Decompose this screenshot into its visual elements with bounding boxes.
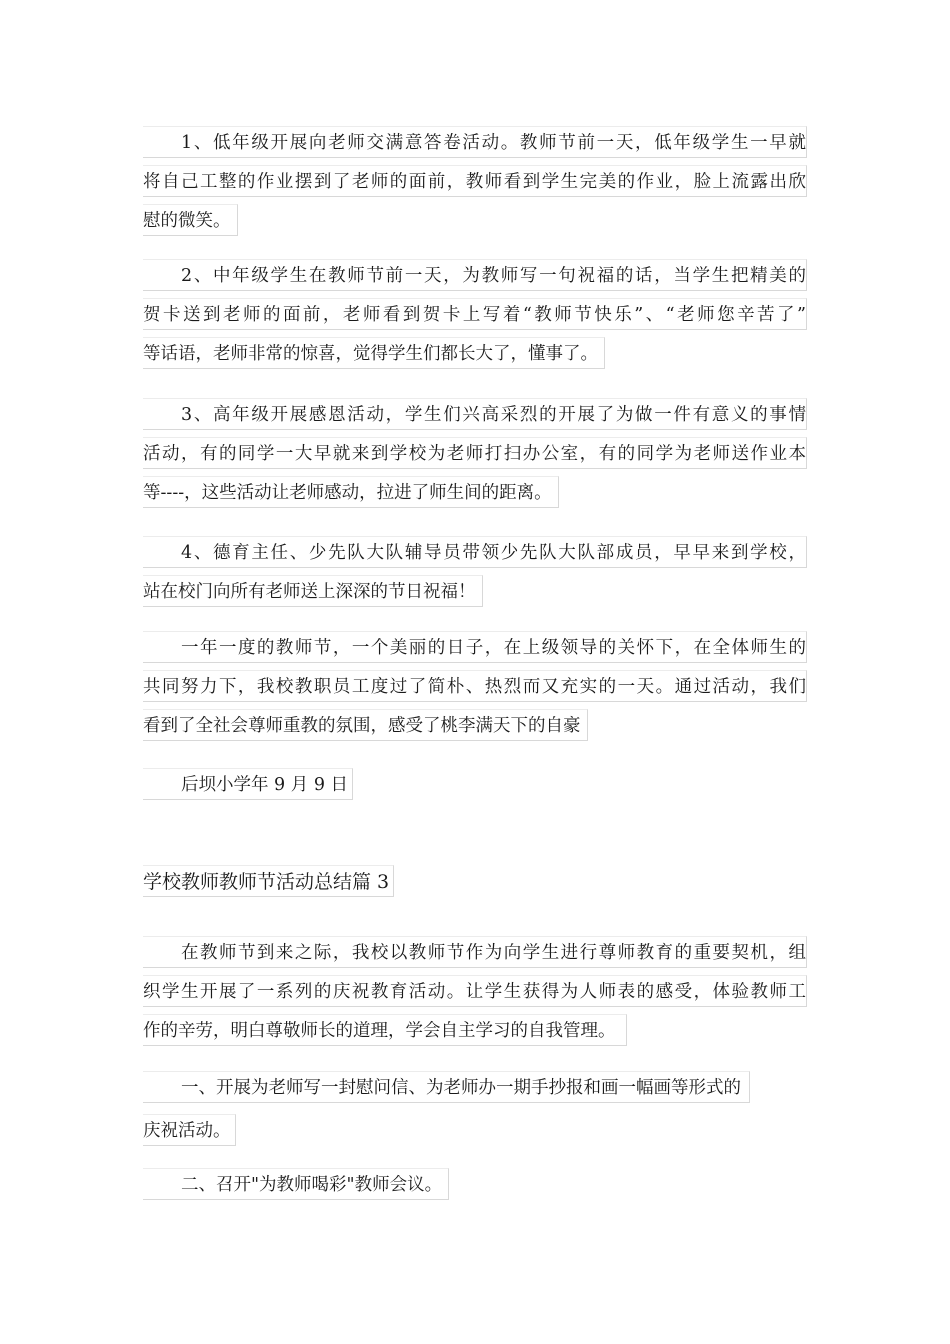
text-line: 庆祝活动。 (143, 1114, 236, 1146)
text-line: 织学生开展了一系列的庆祝教育活动。让学生获得为人师表的感受，体验教师工 (143, 975, 807, 1007)
text-line: 1、低年级开展向老师交满意答卷活动。教师节前一天，低年级学生一早就 (143, 126, 807, 158)
paragraph-7 (143, 1071, 807, 1157)
signature-date (143, 768, 807, 811)
paragraph-2 (143, 259, 807, 380)
paragraph-4 (143, 536, 807, 618)
paragraph-6 (143, 936, 807, 1057)
text-line: 贺卡送到老师的面前，老师看到贺卡上写着“教师节快乐”、“老师您辛苦了” (143, 298, 807, 330)
text-line: 后坝小学年 9 月 9 日 (143, 768, 353, 800)
text-line: 慰的微笑。 (143, 204, 238, 236)
paragraph-5 (143, 631, 807, 752)
text-line: 共同努力下，我校教职员工度过了简朴、热烈而又充实的一天。通过活动，我们 (143, 670, 807, 702)
text-line: 等话语，老师非常的惊喜，觉得学生们都长大了，懂事了。 (143, 337, 605, 369)
text-line: 一年一度的教师节，一个美丽的日子，在上级领导的关怀下，在全体师生的 (143, 631, 807, 663)
paragraph-8 (143, 1168, 807, 1211)
section-heading: 学校教师教师节活动总结篇 3 (143, 865, 394, 897)
text-line: 3、高年级开展感恩活动，学生们兴高采烈的开展了为做一件有意义的事情 (143, 398, 807, 430)
text-line: 等----，这些活动让老师感动，拉进了师生间的距离。 (143, 476, 559, 508)
text-line: 将自己工整的作业摆到了老师的面前，教师看到学生完美的作业，脸上流露出欣 (143, 165, 807, 197)
text-line: 4、德育主任、少先队大队辅导员带领少先队大队部成员，早早来到学校， (143, 536, 807, 568)
text-line: 在教师节到来之际，我校以教师节作为向学生进行尊师教育的重要契机，组 (143, 936, 807, 968)
text-line: 作的辛劳，明白尊敬师长的道理，学会自主学习的自我管理。 (143, 1014, 627, 1046)
text-line: 活动，有的同学一大早就来到学校为老师打扫办公室，有的同学为老师送作业本 (143, 437, 807, 469)
text-line: 站在校门向所有老师送上深深的节日祝福！ (143, 575, 483, 607)
text-line: 2、中年级学生在教师节前一天，为教师写一句祝福的话，当学生把精美的 (143, 259, 807, 291)
text-line: 看到了全社会尊师重教的氛围，感受了桃李满天下的自豪 (143, 709, 588, 741)
text-line: 一、开展为老师写一封慰问信、为老师办一期手抄报和画一幅画等形式的 (143, 1071, 750, 1103)
text-line: 二、召开"为教师喝彩"教师会议。 (143, 1168, 449, 1200)
section-title (143, 865, 807, 908)
paragraph-1 (143, 126, 807, 247)
paragraph-3 (143, 398, 807, 519)
